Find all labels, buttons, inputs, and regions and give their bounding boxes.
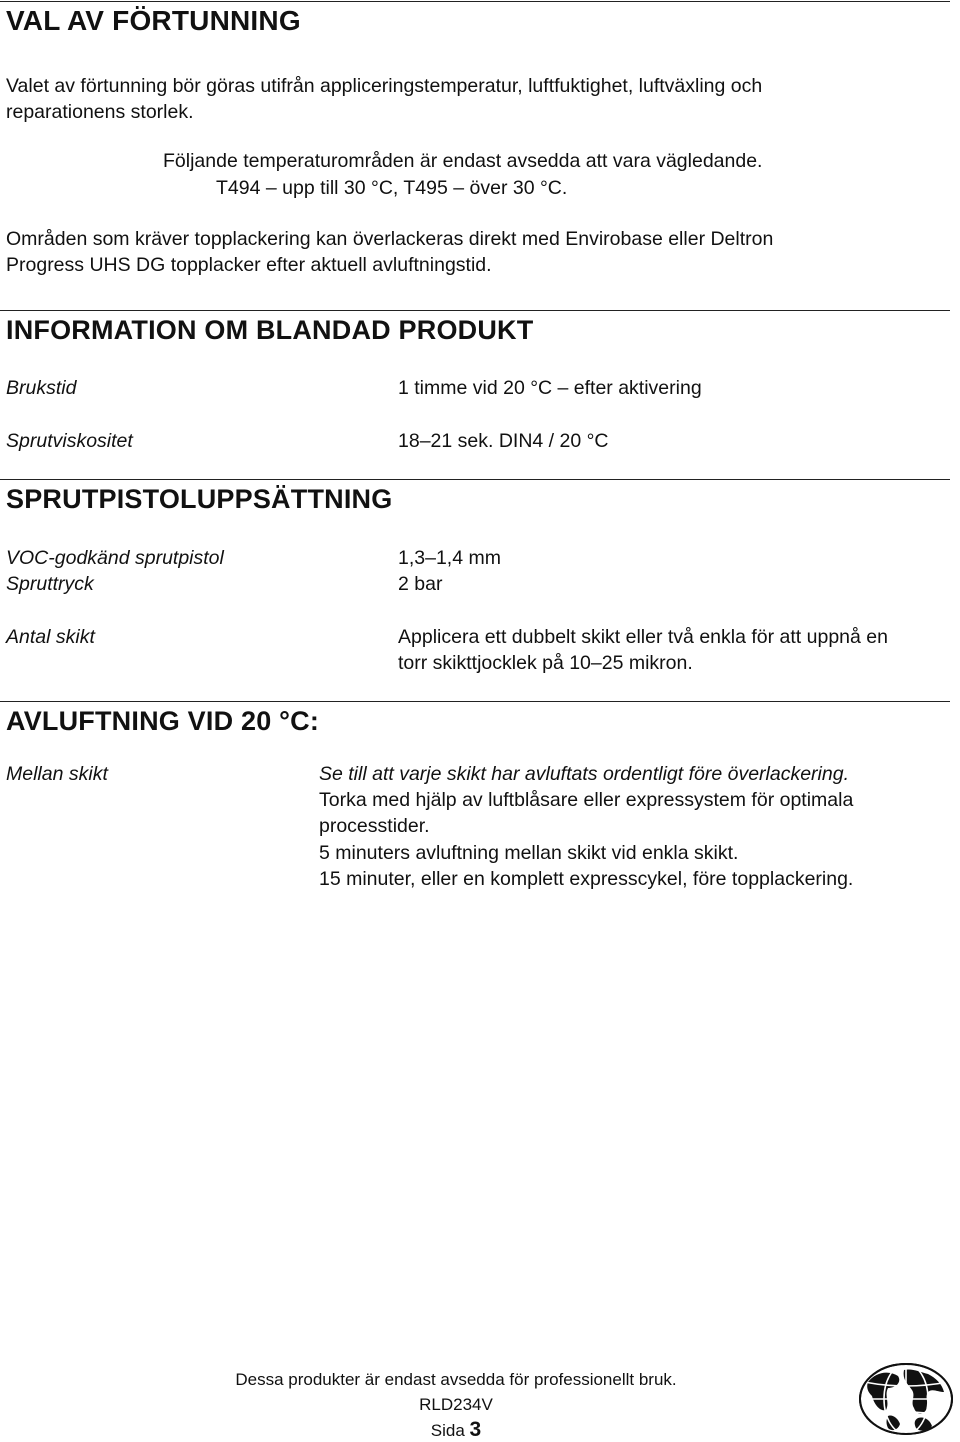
- globe-icon: [858, 1362, 954, 1436]
- guide-line-2: T494 – upp till 30 °C, T495 – över 30 °C.: [216, 177, 568, 199]
- section-divider: [0, 310, 950, 311]
- footer-disclaimer: Dessa produkter är endast avsedda för professionellt bruk.: [235, 1370, 677, 1389]
- footer-product-code: RLD234V: [419, 1395, 493, 1414]
- page-label: Sida: [430, 1421, 465, 1440]
- flash-off-line-1: Se till att varje skikt har avluftats ordentligt före överlackering.: [319, 763, 849, 785]
- page-number: 3: [469, 1418, 482, 1441]
- section-title-thinner: VAL AV FÖRTUNNING: [6, 5, 301, 36]
- note-line-2: Progress UHS DG topplacker efter aktuell avluftningstid.: [6, 254, 492, 276]
- guide-line-1: Följande temperaturområden är endast avsedda att vara vägledande.: [163, 150, 763, 172]
- flash-off-line-3: processtider.: [319, 815, 430, 837]
- section-divider: [0, 479, 950, 480]
- spray-viscosity-value: 18–21 sek. DIN4 / 20 °C: [398, 430, 609, 452]
- spray-pressure-label: Spruttryck: [6, 573, 94, 595]
- section-title-flash-off: AVLUFTNING VID 20 °C:: [6, 706, 320, 736]
- pot-life-label: Brukstid: [6, 377, 77, 399]
- coats-value-line-1: Applicera ett dubbelt skikt eller två enkla för att uppnå en: [398, 626, 888, 648]
- spray-pressure-value: 2 bar: [398, 573, 443, 595]
- section-divider: [0, 701, 950, 702]
- intro-line-2: reparationens storlek.: [6, 101, 194, 123]
- note-line-1: Områden som kräver topplackering kan överlackeras direkt med Envirobase eller Deltron: [6, 228, 774, 250]
- section-title-spray-gun: SPRUTPISTOLUPPSÄTTNING: [6, 484, 393, 514]
- coats-label: Antal skikt: [6, 626, 95, 648]
- section-title-mixed-product: INFORMATION OM BLANDAD PRODUKT: [6, 315, 534, 345]
- coats-value-line-2: torr skikttjocklek på 10–25 mikron.: [398, 652, 693, 674]
- flash-off-line-5: 15 minuter, eller en komplett expresscykel, före topplackering.: [319, 868, 854, 890]
- spray-viscosity-label: Sprutviskositet: [6, 430, 133, 452]
- pot-life-value: 1 timme vid 20 °C – efter aktivering: [398, 377, 702, 399]
- top-rule: [0, 1, 950, 2]
- spray-gun-label: VOC-godkänd sprutpistol: [6, 547, 224, 569]
- flash-off-line-4: 5 minuters avluftning mellan skikt vid enkla skikt.: [319, 842, 739, 864]
- intro-line-1: Valet av förtunning bör göras utifrån appliceringstemperatur, luftfuktighet, luftväxling och: [6, 75, 763, 97]
- spray-gun-value: 1,3–1,4 mm: [398, 547, 501, 569]
- flash-off-line-2: Torka med hjälp av luftblåsare eller expressystem för optimala: [319, 789, 854, 811]
- between-coats-label: Mellan skikt: [6, 763, 108, 785]
- footer-page: [0, 1418, 912, 1442]
